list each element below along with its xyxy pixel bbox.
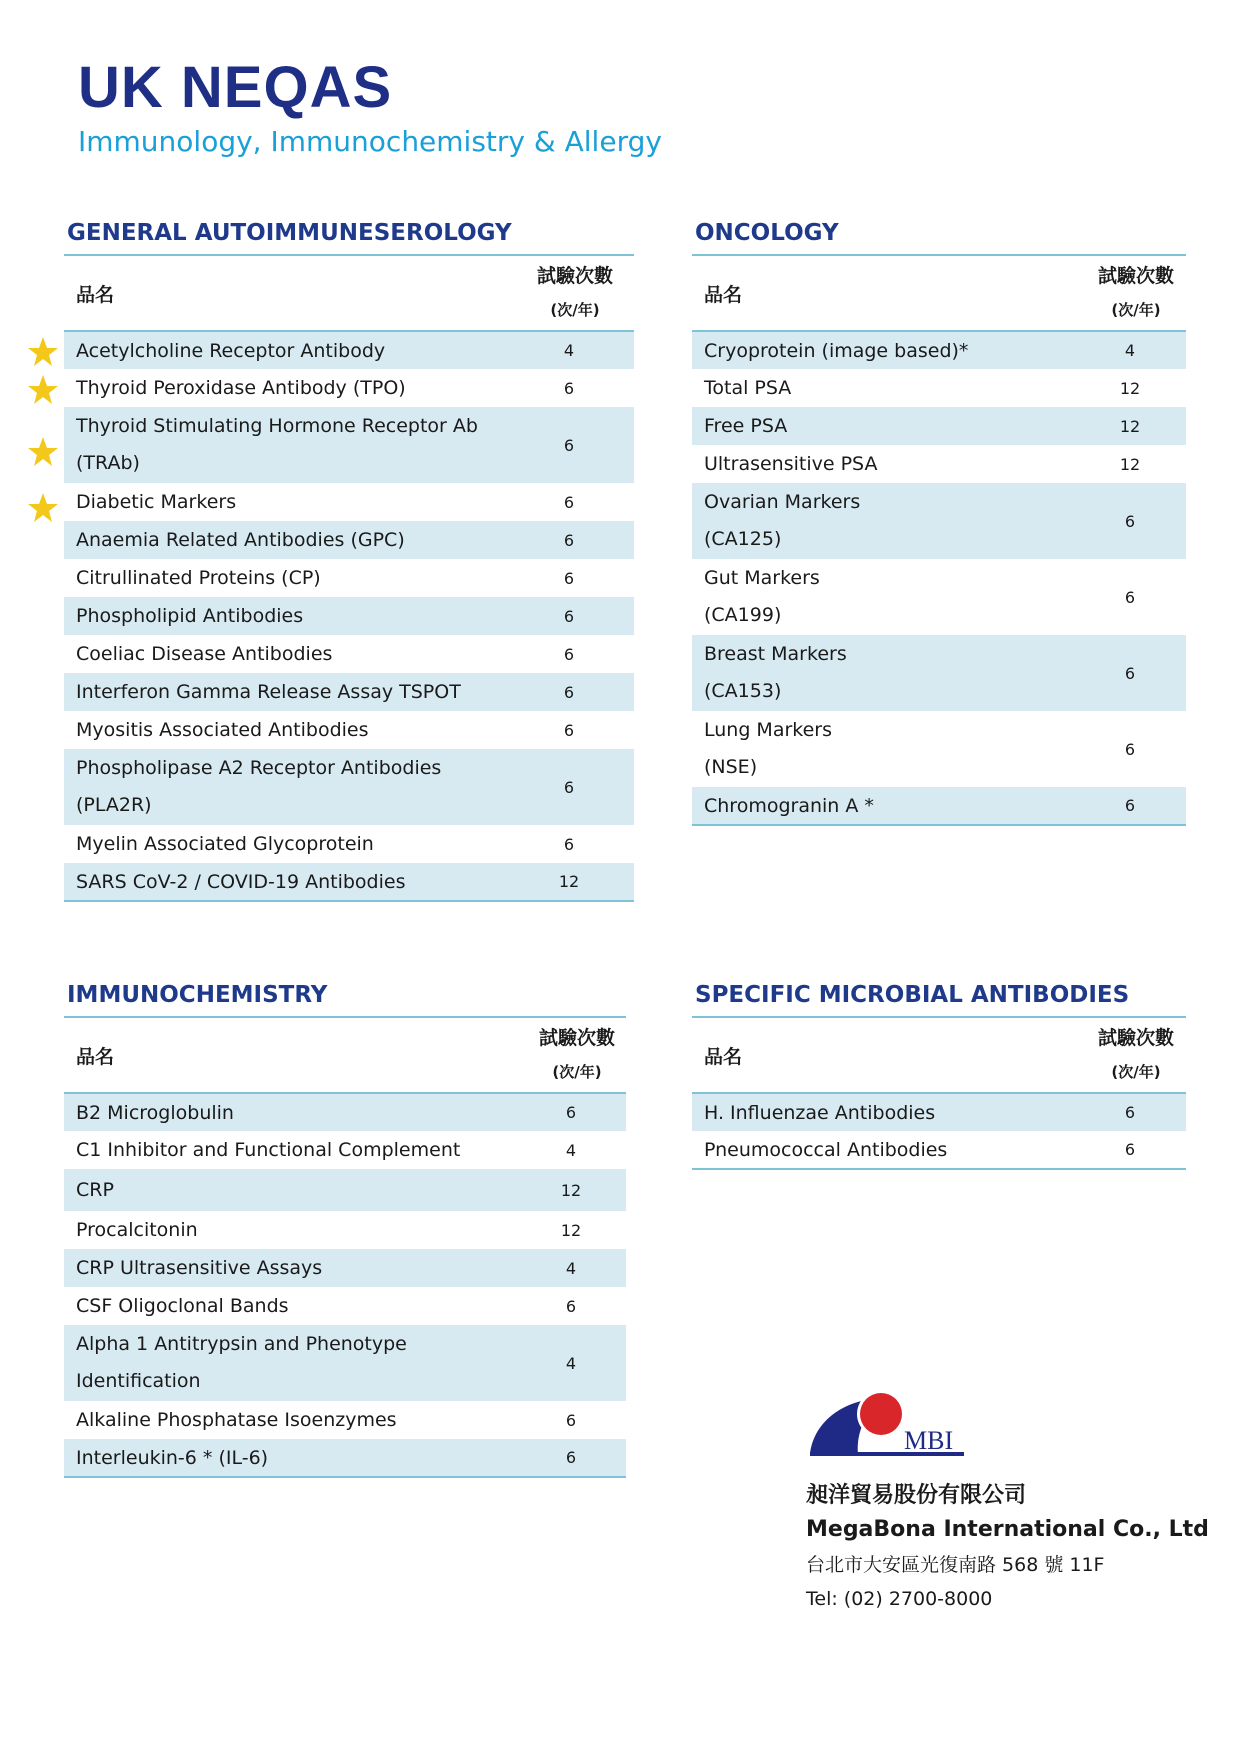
row-name-line2: (PLA2R)	[76, 794, 152, 816]
row-count: 6	[563, 378, 575, 398]
row-name: Myositis Associated Antibodies	[76, 719, 369, 741]
table-row	[692, 635, 1186, 711]
brand-title: UK NEQAS	[78, 55, 393, 120]
brand-subtitle: Immunology, Immunochemistry & Allergy	[78, 125, 662, 158]
section-oncology	[692, 218, 1186, 826]
row-count: 12	[1074, 407, 1186, 445]
table-row	[64, 1211, 626, 1249]
table-row	[692, 445, 1186, 483]
header-count-unit: (次/年)	[1111, 1063, 1161, 1081]
row-name-line1: Phospholipase A2 Receptor Antibodies	[76, 757, 442, 779]
row-count: 6	[1074, 1093, 1186, 1131]
row-name: SARS CoV-2 / COVID-19 Antibodies	[64, 863, 504, 901]
star-icon	[27, 436, 59, 468]
row-count: 6	[563, 644, 575, 664]
table-row	[692, 369, 1186, 407]
row-count: 6	[565, 1296, 577, 1316]
logo-text: MBI	[904, 1426, 954, 1455]
row-name-line1: Thyroid Stimulating Hormone Receptor Ab	[76, 415, 478, 437]
row-name: CRP	[64, 1169, 516, 1211]
section-title: ONCOLOGY	[695, 220, 839, 246]
company-name-cn: 昶洋貿易股份有限公司	[806, 1483, 1027, 1508]
header-count	[1074, 1017, 1186, 1093]
table-row	[64, 559, 634, 597]
section-title: GENERAL AUTOIMMUNESEROLOGY	[67, 220, 512, 246]
table-row	[692, 711, 1186, 787]
row-name	[64, 407, 504, 483]
table-row	[64, 331, 634, 369]
table-row	[64, 521, 634, 559]
row-count: 4	[1074, 331, 1186, 369]
table-row	[64, 635, 634, 673]
header-name: 品名	[64, 255, 504, 331]
row-name	[692, 635, 1074, 711]
table-row	[692, 407, 1186, 445]
table-row	[692, 1131, 1186, 1169]
row-name: Anaemia Related Antibodies (GPC)	[64, 521, 504, 559]
row-name-line2: Identification	[76, 1370, 201, 1392]
header-count-label: 試驗次數	[1097, 1027, 1174, 1049]
row-name: Myelin Associated Glycoprotein	[76, 833, 374, 855]
immunochemistry-table	[64, 1016, 626, 1478]
row-name	[692, 559, 1074, 635]
row-name: Phospholipid Antibodies	[64, 597, 504, 635]
row-count: 4	[516, 1325, 626, 1401]
row-name: Coeliac Disease Antibodies	[76, 643, 333, 665]
table-row	[64, 597, 634, 635]
row-name	[692, 711, 1074, 787]
header-count-unit: (次/年)	[552, 1063, 602, 1081]
table-header-row	[692, 255, 1186, 331]
company-phone: Tel: (02) 2700-8000	[806, 1588, 993, 1610]
table-row	[64, 1439, 626, 1477]
header-count-unit: (次/年)	[1111, 301, 1161, 319]
row-count: 12	[560, 1220, 582, 1240]
header-name: 品名	[64, 1017, 516, 1093]
header-count-label: 試驗次數	[536, 265, 613, 287]
row-name-line1: Gut Markers	[704, 567, 820, 589]
table-row	[692, 559, 1186, 635]
row-count: 12	[516, 1169, 626, 1211]
row-name-line1: Lung Markers	[704, 719, 833, 741]
row-name-line1: Breast Markers	[704, 643, 847, 665]
row-count: 4	[565, 1140, 577, 1160]
row-count: 6	[565, 1410, 577, 1430]
row-count: 6	[516, 1439, 626, 1477]
row-count: 6	[504, 597, 634, 635]
row-name: Pneumococcal Antibodies	[692, 1131, 1074, 1169]
row-count: 6	[563, 492, 575, 512]
section-title: IMMUNOCHEMISTRY	[67, 982, 328, 1008]
section-immunochemistry	[64, 980, 626, 1478]
row-count: 12	[1119, 378, 1141, 398]
section-title: SPECIFIC MICROBIAL ANTIBODIES	[695, 982, 1130, 1008]
row-count: 6	[1124, 587, 1136, 607]
row-count: 6	[516, 1093, 626, 1131]
company-info	[806, 1480, 1209, 1616]
table-row	[64, 711, 634, 749]
section-general-autoimmune	[64, 218, 634, 902]
row-name: Diabetic Markers	[76, 491, 237, 513]
row-name: Free PSA	[692, 407, 1074, 445]
row-name: C1 Inhibitor and Functional Complement	[76, 1139, 461, 1161]
table-row	[64, 863, 634, 901]
row-count: 6	[1124, 739, 1136, 759]
table-row	[64, 1131, 626, 1169]
row-count: 4	[516, 1249, 626, 1287]
brand-header	[78, 55, 662, 160]
header-count	[516, 1017, 626, 1093]
row-name: Interferon Gamma Release Assay TSPOT	[64, 673, 504, 711]
row-count: 6	[563, 720, 575, 740]
row-name-line2: (CA153)	[704, 680, 782, 702]
row-name	[64, 749, 504, 825]
star-icon	[27, 374, 59, 406]
mbi-logo	[806, 1380, 966, 1460]
header-count-label: 試驗次數	[1097, 265, 1174, 287]
header-count	[504, 255, 634, 331]
table-row	[692, 483, 1186, 559]
row-name: Chromogranin A *	[692, 787, 1074, 825]
row-name-line2: (CA125)	[704, 528, 782, 550]
table-row	[64, 1169, 626, 1211]
row-name: Ultrasensitive PSA	[704, 453, 878, 475]
star-icon	[27, 336, 59, 368]
star-icon	[27, 492, 59, 524]
row-count: 6	[1074, 635, 1186, 711]
header-name: 品名	[692, 1017, 1074, 1093]
table-header-row	[692, 1017, 1186, 1093]
oncology-table	[692, 254, 1186, 826]
row-name: CRP Ultrasensitive Assays	[64, 1249, 516, 1287]
row-name: Total PSA	[704, 377, 792, 399]
row-name-line2: (NSE)	[704, 756, 758, 778]
header-name: 品名	[692, 255, 1074, 331]
row-count: 6	[563, 568, 575, 588]
header-count-unit: (次/年)	[550, 301, 600, 319]
table-row	[64, 369, 634, 407]
table-row	[64, 407, 634, 483]
table-row	[64, 673, 634, 711]
row-count: 6	[504, 673, 634, 711]
table-row	[64, 825, 634, 863]
microbial-table	[692, 1016, 1186, 1170]
row-name: Acetylcholine Receptor Antibody	[64, 331, 504, 369]
table-row	[64, 1249, 626, 1287]
table-row	[692, 787, 1186, 825]
table-row	[64, 483, 634, 521]
row-name: Citrullinated Proteins (CP)	[76, 567, 321, 589]
row-name-line1: Ovarian Markers	[704, 491, 861, 513]
row-count: 6	[504, 407, 634, 483]
row-name: CSF Oligoclonal Bands	[76, 1295, 289, 1317]
row-name	[692, 483, 1074, 559]
general-table	[64, 254, 634, 902]
row-count: 6	[1074, 483, 1186, 559]
row-name-line1: Alpha 1 Antitrypsin and Phenotype	[76, 1333, 407, 1355]
table-header-row	[64, 1017, 626, 1093]
row-name-line2: (TRAb)	[76, 452, 140, 474]
table-row	[64, 1287, 626, 1325]
table-row	[64, 1401, 626, 1439]
row-name	[64, 1325, 516, 1401]
table-header-row	[64, 255, 634, 331]
row-count: 6	[1074, 1131, 1186, 1169]
row-count: 6	[1074, 787, 1186, 825]
row-count: 12	[504, 863, 634, 901]
row-name: H. Influenzae Antibodies	[692, 1093, 1074, 1131]
header-count-label: 試驗次數	[538, 1027, 615, 1049]
header-count	[1074, 255, 1186, 331]
row-name: Procalcitonin	[76, 1219, 198, 1241]
row-count: 6	[504, 749, 634, 825]
table-row	[64, 749, 634, 825]
row-name-line2: (CA199)	[704, 604, 782, 626]
table-row	[692, 331, 1186, 369]
table-row	[692, 1093, 1186, 1131]
row-name: Thyroid Peroxidase Antibody (TPO)	[76, 377, 406, 399]
table-row	[64, 1325, 626, 1401]
row-name: B2 Microglobulin	[64, 1093, 516, 1131]
row-count: 6	[563, 834, 575, 854]
section-microbial	[692, 980, 1186, 1170]
row-name: Alkaline Phosphatase Isoenzymes	[76, 1409, 397, 1431]
row-count: 4	[504, 331, 634, 369]
table-row	[64, 1093, 626, 1131]
row-count: 6	[504, 521, 634, 559]
row-name: Interleukin-6 * (IL-6)	[64, 1439, 516, 1477]
company-address: 台北市大安區光復南路 568 號 11F	[806, 1554, 1105, 1576]
company-name-en: MegaBona International Co., Ltd	[806, 1517, 1209, 1542]
row-count: 12	[1119, 454, 1141, 474]
row-name: Cryoprotein (image based)*	[692, 331, 1074, 369]
